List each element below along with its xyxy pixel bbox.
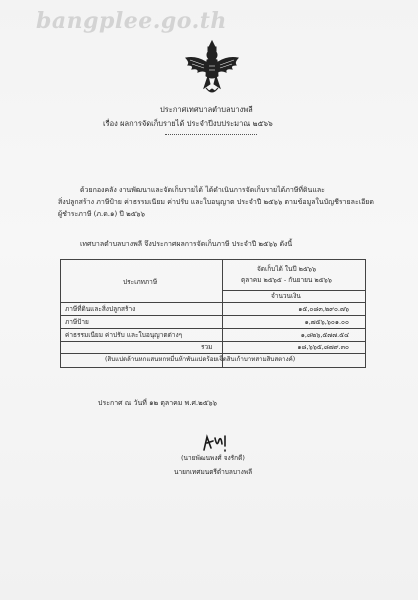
row-divider: [61, 315, 365, 316]
table-row-amount: ๑๕,๐๘๓,๒๙๐.๗๖: [298, 305, 349, 313]
announcement-subject: เรื่อง ผลการจัดเก็บรายได้ ประจำปีงบประมาณ ๒๕๖๖: [103, 119, 273, 128]
table-row-type: ภาษีที่ดินและสิ่งปลูกสร้าง: [65, 305, 136, 313]
watermark-text: bangplee.go.th: [36, 8, 227, 34]
column-divider: [222, 260, 223, 367]
signature-icon: [200, 432, 240, 454]
table-row-amount: ๑,๗๕๖,๖๐๑.๐๐: [304, 318, 349, 326]
title-divider: [165, 134, 257, 135]
total-amount-in-words: (สิบแปดล้านหกแสนหกหมื่นห้าพันแปดร้อยเจ็ดสิบเก้าบาทสามสิบสตางค์): [105, 356, 296, 363]
column-header-period: ตุลาคม ๒๕๖๕ - กันยายน ๒๕๖๖: [241, 276, 332, 284]
total-label: รวม: [201, 343, 213, 351]
column-header-collected-year: จัดเก็บได้ ในปี ๒๕๖๖: [257, 265, 317, 273]
paragraph-2: เทศบาลตำบลบางพลี จึงประกาศผลการจัดเก็บภาษี ประจำปี ๒๕๖๖ ดังนี้: [80, 240, 293, 248]
table-row-amount: ๑,๘๒๖,๕๗๗.๕๔: [300, 331, 349, 339]
signer-name: (นายพัฒนพงศ์ จงรักดี): [181, 454, 245, 462]
paragraph-1-line-2: สิ่งปลูกสร้าง ภาษีป้าย ค่าธรรมเนียม ค่าปรับ และใบอนุญาต ประจำปี ๒๕๖๖ ตามข้อมูลในบัญชีรายละเอียด: [58, 198, 374, 206]
column-header-tax-type: ประเภทภาษี: [123, 278, 158, 286]
revenue-table: [60, 259, 366, 368]
announcement-date: ประกาศ ณ วันที่ ๑๒ ตุลาคม พ.ศ.๒๕๖๖: [98, 399, 217, 407]
row-divider: [61, 341, 365, 342]
header-subdivider: [222, 290, 365, 291]
row-divider: [61, 328, 365, 329]
garuda-emblem-icon: [182, 38, 242, 98]
table-row-type: ภาษีป้าย: [65, 318, 89, 326]
announcement-title: ประกาศเทศบาลตำบลบางพลี: [160, 105, 253, 114]
signer-position: นายกเทศมนตรีตำบลบางพลี: [174, 468, 253, 476]
header-bottom-border: [61, 302, 365, 303]
paragraph-1-line-3: ผู้ชำระภาษี (ภ.ด.๑) ปี ๒๕๖๖: [58, 210, 145, 218]
total-row-divider: [61, 353, 365, 354]
column-subheader-amount: จำนวนเงิน: [271, 292, 301, 300]
total-amount: ๑๘,๖๖๕,๘๗๙.๓๐: [297, 343, 349, 351]
paragraph-1-line-1: ด้วยกองคลัง งานพัฒนาและจัดเก็บรายได้ ได้ดำเนินการจัดเก็บรายได้ภาษีที่ดินและ: [80, 186, 325, 194]
table-row-type: ค่าธรรมเนียม ค่าปรับ และใบอนุญาตต่างๆ: [65, 331, 183, 339]
